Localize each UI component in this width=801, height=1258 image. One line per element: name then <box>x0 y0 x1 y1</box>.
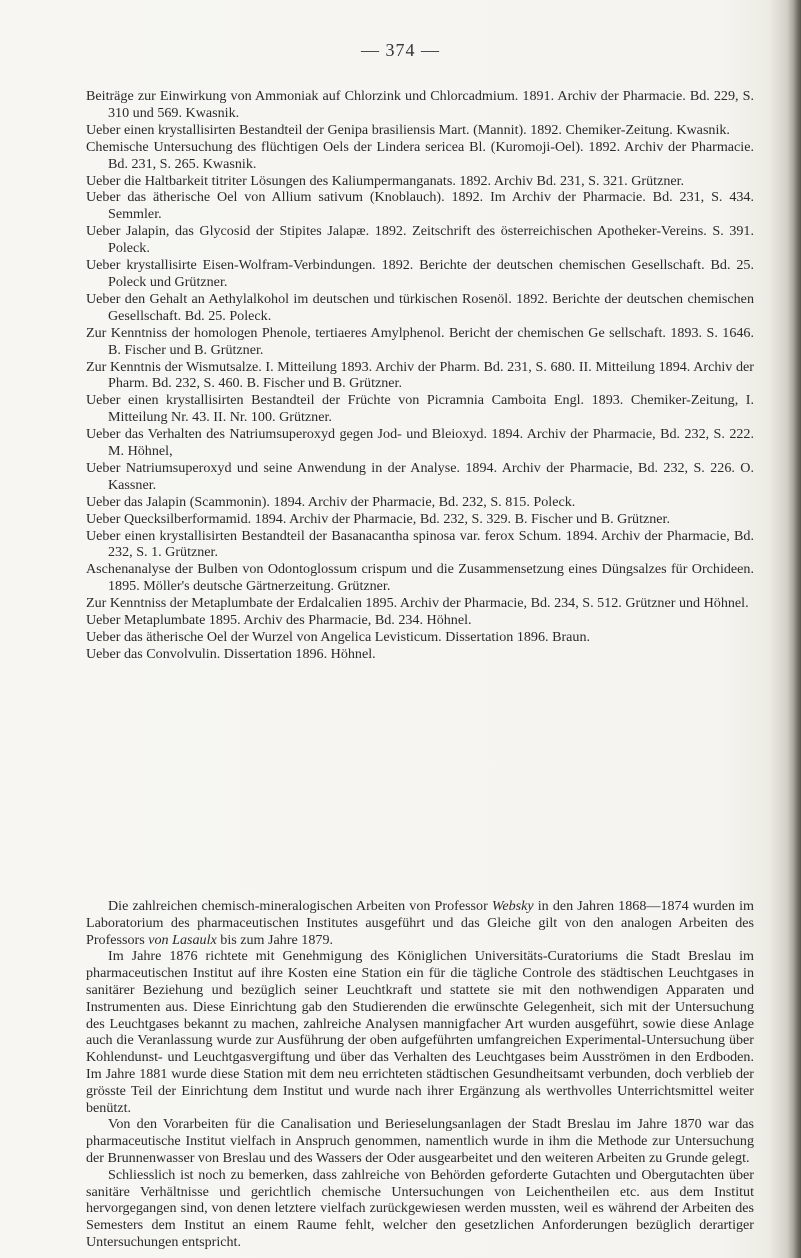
reference-entry: Ueber einen krystallisirten Bestandteil der Basanacantha spinosa var. ferox Schum. 1894. Archiv der Pharmacie, Bd. 232, S. 1. Grützner. <box>86 527 754 561</box>
reference-entry: Ueber einen krystallisirten Bestandteil der Früchte von Picramnia Camboita Engl. 1893. Chemiker-Zeitung, I. Mitteilung Nr. 43. II. Nr. 100. Grützner. <box>86 392 754 426</box>
reference-entry: Ueber die Haltbarkeit titriter Lösungen des Kaliumpermanganats. 1892. Archiv Bd. 231, S. 321. Grützner. <box>86 172 685 189</box>
reference-entry: Chemische Untersuchung des flüchtigen Oels der Lindera sericea Bl. (Kuromoji-Oel). 1892. Archiv der Pharmacie. Bd. 231, S. 265. Kwasnik. <box>86 138 754 172</box>
body-text <box>86 898 754 1251</box>
reference-entry: Ueber Jalapin, das Glycosid der Stipites Jalapæ. 1892. Zeitschrift des österreichischen Apotheker-Vereins. S. 391. Poleck. <box>86 223 754 257</box>
reference-entry: Ueber das ätherische Oel der Wurzel von Angelica Levisticum. Dissertation 1896. Braun. <box>86 629 591 645</box>
reference-entry: Ueber krystallisirte Eisen-Wolfram-Verbindungen. 1892. Berichte der deutschen chemischen Gesellschaft. Bd. 25. Poleck und Grützner. <box>86 257 754 290</box>
reference-entry: Zur Kenntnis der Wismutsalze. I. Mitteilung 1893. Archiv der Pharm. Bd. 231, S. 680. II. Mitteilung 1894. Archiv der Pharm. Bd. 232, S. 460. B. Fischer und B. Grützner. <box>86 358 754 392</box>
reference-entry: Ueber das Convolvulin. Dissertation 1896. Höhnel. <box>86 645 376 662</box>
body-paragraph: Die zahlreichen chemisch-mineralogischen Arbeiten von Professor Websky in den Jahren 1868—1874 wurden im Laboratorium des pharmaceutischen Institutes ausgeführt und das Gleiche gilt von den analogen Arbeiten des Professors von Lasaulx bis zum Jahre 1879. <box>86 898 754 948</box>
reference-entry: Ueber einen krystallisirten Bestandteil der Genipa brasiliensis Mart. (Mannit). 1892. Chemiker-Zeitung. Kwasnik. <box>86 121 730 138</box>
author-name: von Lasaulx <box>148 931 217 948</box>
reference-entry: Ueber Metaplumbate 1895. Archiv des Pharmacie, Bd. 234. Höhnel. <box>86 612 472 629</box>
page-number: — 374 — <box>361 40 440 60</box>
page-edge-shadow <box>787 0 801 1258</box>
reference-entry: Beiträge zur Einwirkung von Ammoniak auf Chlorzink und Chlorcadmium. 1891. Archiv der Pharmacie. Bd. 229, S. 310 und 569. Kwasnik. <box>86 88 754 121</box>
reference-entry: Ueber das ätherische Oel von Allium sativum (Knoblauch). 1892. Im Archiv der Pharmacie. Bd. 231, S. 434. Semmler. <box>86 189 754 223</box>
reference-list <box>86 88 754 663</box>
author-name: Websky <box>491 898 534 914</box>
body-paragraph: Schliesslich ist noch zu bemerken, dass zahlreiche von Behörden geforderte Gutachten und Obergutachten über sanitäre Verhältnisse und gerichtlich chemische Untersuchungen von Leichentheilen etc. aus dem Institut hervorgegangen sind, von denen letztere vielfach zurückgewiesen werden mussten, weil es während der Arbeiten des Semesters dem Institut an einem Raume fehlt, welcher den gesetzlichen Anforderungen bezüglich derartiger Untersuchungen entspricht. <box>86 1166 754 1250</box>
body-paragraph: Im Jahre 1876 richtete mit Genehmigung des Königlichen Universitäts-Curatoriums die Stadt Breslau im pharmaceutischen Institut auf ihre Kosten eine Station ein für die tägliche Controle des städtischen Leuchtgases in sanitärer Beziehung und bezüglich seiner Leuchtkraft und stattete sie mit den nothwendigen Apparaten und Instrumenten aus. Diese Einrichtung gab den Studierenden die erwünschte Gelegenheit, sich mit der Untersuchung des Leuchtgases bekannt zu machen, zahlreiche Analysen mannigfacher Art wurden ausgeführt, sowie diese Anlage auch die Veranlassung wurde zur Ausführung der oben aufgeführten umfangreichen Experimental-Untersuchung über Kohlendunst- und Leuchtgasvergiftung und über das Verhalten des Leuchtgases beim Ausströmen in den Erdboden. Im Jahre 1881 wurde diese Station mit dem neu errichteten städtischen Gesundheitsamt verbunden, doch verblieb der grösste Teil der Einrichtung dem Institut und wurde nach ihrer Ergänzung als werthvolles Unterrichtsmittel weiter benützt. <box>86 948 754 1116</box>
reference-entry: Aschenanalyse der Bulben von Odontoglossum crispum und die Zusammensetzung eines Düngsalzes für Orchideen. 1895. Möller's deutsche Gärtnerzeitung. Grützner. <box>86 561 754 595</box>
body-paragraph: Von den Vorarbeiten für die Canalisation und Berieselungsanlagen der Stadt Breslau im Jahre 1870 war das pharmaceutische Institut vielfach in Anspruch genommen, namentlich wurde in ihm die Methode zur Untersuchung der Brunnenwasser von Breslau und des Wassers der Oder ausgearbeitet und den weiteren Arbeiten zu Grunde gelegt. <box>86 1116 754 1166</box>
reference-entry: Ueber das Jalapin (Scammonin). 1894. Archiv der Pharmacie, Bd. 232, S. 815. Poleck. <box>86 493 576 510</box>
reference-entry: Zur Kenntniss der Metaplumbate der Erdalcalien 1895. Archiv der Pharmacie, Bd. 234, S. 512. Grützner und Höhnel. <box>86 595 749 612</box>
reference-entry: Ueber Quecksilberformamid. 1894. Archiv der Pharmacie, Bd. 232, S. 329. B. Fischer und B. Grützner. <box>86 510 670 527</box>
reference-entry: Ueber das Verhalten des Natriumsuperoxyd gegen Jod- und Bleioxyd. 1894. Archiv der Pharmacie, Bd. 232, S. 222. M. Höhnel, <box>86 426 754 460</box>
reference-entry: Zur Kenntniss der homologen Phenole, tertiaeres Amylphenol. Bericht der chemischen Ge sellschaft. 1893. S. 1646. B. Fischer und B. Grützner. <box>86 324 754 358</box>
reference-entry: Ueber den Gehalt an Aethylalkohol im deutschen und türkischen Rosenöl. 1892. Berichte der deutschen chemischen Gesellschaft. Bd. 25. Poleck. <box>86 290 754 324</box>
reference-entry: Ueber Natriumsuperoxyd und seine Anwendung in der Analyse. 1894. Archiv der Pharmacie, Bd. 232, S. 226. O. Kassner. <box>86 459 754 493</box>
